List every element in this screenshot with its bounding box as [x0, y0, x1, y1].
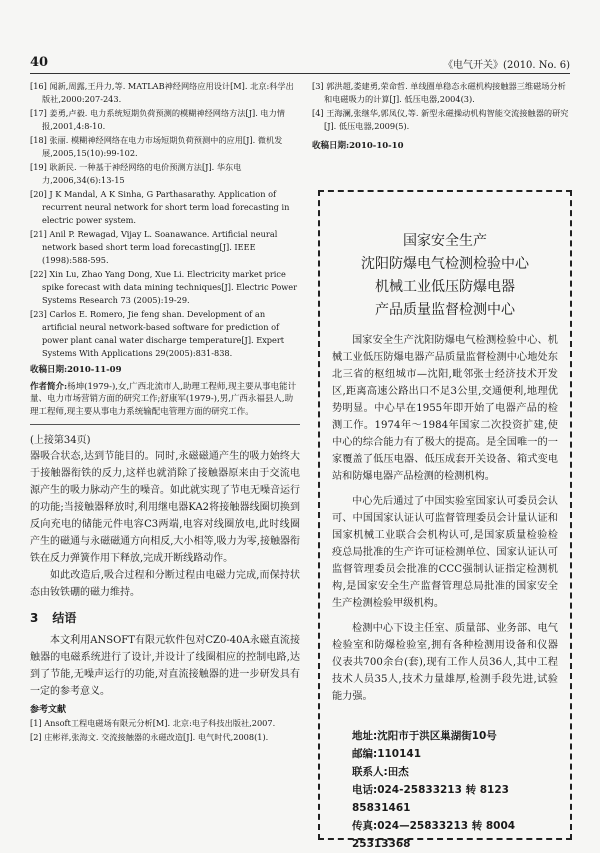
author-info: [30, 381, 300, 419]
page-number: 40: [30, 55, 49, 70]
conclusion-paragraph: 本文利用ANSOFT有限元软件包对CZ0-40A永磁直流接触器的电磁系统进行了设计,并设计了线圈相应的控制电路,达到了节能,无噪声运行的功能,对直流接触器的进一步研发具有一定的参考意义。: [30, 635, 300, 697]
contact-fax: 传真:024—25833213 转 8004 25313368: [352, 820, 516, 850]
reference-item: [18] 张丽. 模糊神经网络在电力市场短期负荷预测中的应用[J]. 微机发展,2005,15(10):99-102.: [30, 135, 283, 158]
reference-item: [21] Anil P. Rewagad, Vijay L. Soanawance. Artificial neural network based short term load forecasting[J]. IEEE (1998):588-595.: [30, 229, 278, 265]
reference-item: [20] J K Mandal, A K Sinha, G Parthasarathy. Application of recurrent neural network for short term load forecasting in electric power system.: [30, 189, 290, 225]
ad-title-line: 产品质量监督检测中心: [375, 302, 515, 318]
ad-title-line: 沈阳防爆电气检测检验中心: [361, 256, 529, 272]
contact-person: 联系人:田杰: [352, 766, 409, 778]
reference-item: [4] 王海澜,张继华,郭凤仪,等. 新型永磁操动机构智能交流接触器的研究[J]. 低压电器,2009(5).: [312, 108, 569, 131]
contact-address: 地址:沈阳市于洪区巢湖街10号: [352, 730, 497, 742]
contact-info: [332, 727, 558, 853]
reference-list-top: [30, 80, 300, 360]
reference-item: [17] 姜勇,卢毅. 电力系统短期负荷预测的模糊神经网络方法[J]. 电力情报,2001,4:8-10.: [30, 108, 285, 131]
contact-postcode: 邮编:110141: [352, 748, 422, 760]
author-info-text: 杨坤(1979-),女,广西北流市人,助理工程师,现主要从事电能计量、电力市场营销方面的研究工作;舒康军(1979-),男,广西永福县人,助理工程师,现主要从事电力系统输配电管理方面的研究工作。: [30, 381, 297, 417]
contact-phone: 电话:024-25833213 转 8123 85831461: [352, 784, 509, 814]
reference-item: [16] 闻新,周露,王丹力,等. MATLAB神经网络应用设计[M]. 北京:科学出版社,2000:207-243.: [30, 81, 294, 104]
page-header: [30, 55, 570, 74]
reference-item: [3] 郭洪超,娄建勇,荣命哲. 单线圈单稳态永磁机构接触器三维磁场分析和电磁吸力的计算[J]. 低压电器,2004(3).: [312, 81, 566, 104]
ad-paragraph: 中心先后通过了中国实验室国家认可委员会认可、中国国家认证认可监督管理委员会计量认证和国家机械工业联合会机构认可,是国家质量检验检疫总局批准的生产许可证检测单位、国家认证认可监督管理委员会批准的CCC强制认证指定检测机构,是国家安全生产监督管理总局批准的国家安全生产检测检验甲级机构。: [332, 496, 558, 609]
received-date: 收稿日期:2010-11-09: [30, 365, 122, 375]
divider: [30, 424, 300, 425]
ad-paragraph: 检测中心下设主任室、质量部、业务部、电气检验室和防爆检验室,拥有各种检测用设备和仪器仪表共700余台(套),现有工作人员36人,其中工程技术人员35人,技术力量雄厚,检测手段先进,试验能力强。: [332, 623, 558, 702]
ad-title: [332, 230, 558, 322]
body-paragraph: 器吸合状态,达到节能目的。同时,永磁磁通产生的吸力始终大于接触器衔铁的反力,这样也就消除了接触器原来由于交流电源产生的吸力脉动产生的噪音。如此就实现了节电无噪音运行的功能;当接触器释放时,利用继电器KA2将接触器线圈切换到反向充电的储能元件电容C3两端,电容对线圈放电,此时线圈产生的磁通与永磁磁通方向相反,大小相等,吸力为零,接触器衔铁在反力弹簧作用下释放,完成开断线路动作。: [30, 451, 300, 564]
right-column: [312, 80, 574, 151]
received-date: 收稿日期:2010-10-10: [312, 141, 404, 151]
ad-title-line: 国家安全生产: [403, 233, 487, 249]
references-heading: 参考文献: [30, 705, 67, 715]
continued-note: (上接第34页): [30, 435, 91, 446]
advertisement-box: [318, 190, 572, 850]
reference-item: [19] 耿新民. 一种基于神经网络的电价预测方法[J]. 华东电力,2006,34(6):13-15: [30, 162, 242, 185]
ad-title-line: 机械工业低压防爆电器: [375, 279, 515, 295]
reference-item: [2] 庄彬祥,张海文. 交流接触器的永磁改造[J]. 电气时代,2008(1).: [30, 732, 269, 742]
left-column: [30, 80, 300, 745]
section-number: 3: [30, 611, 39, 625]
ad-paragraph: 国家安全生产沈阳防爆电气检测检验中心、机械工业低压防爆电器产品质量监督检测中心地处东北三省的枢纽城市—沈阳,毗邻张士经济技术开发区,距离高速公路出口不足3公里,交通便利,地理优势明显。中心早在1955年即开始了电器产品的检测工作。1974年～1984年国家二次投资扩建,使中心的综合能力有了极大的提高。是全国唯一的一家覆盖了低压电器、低压成套开关设备、箱式变电站和防爆电器产品检测的检测机构。: [332, 335, 558, 482]
section-heading: [30, 609, 300, 626]
reference-item: [22] Xin Lu, Zhao Yang Dong, Xue Li. Electricity market price spike forecast with data mining techniques[J]. Electric Power Systems Research 73 (2005):19-29.: [30, 269, 298, 305]
body-paragraph: 如此改造后,吸合过程和分断过程由电磁力完成,而保持状态由钕铁硼的磁力维持。: [30, 570, 300, 598]
section-title: 结语: [52, 611, 77, 625]
author-info-label: 作者简介:: [30, 381, 68, 392]
journal-name: 《电气开关》(2010. No. 6): [443, 60, 570, 71]
reference-item: [23] Carlos E. Romero, Jie feng shan. Development of an artificial neural network-based software for prediction of power plant canal water discharge temperature[J]. Expert Systems With Applications 29(2005):831-838.: [30, 309, 285, 358]
reference-item: [1] Ansoft工程电磁场有限元分析[M]. 北京:电子科技出版社,2007.: [30, 718, 276, 728]
